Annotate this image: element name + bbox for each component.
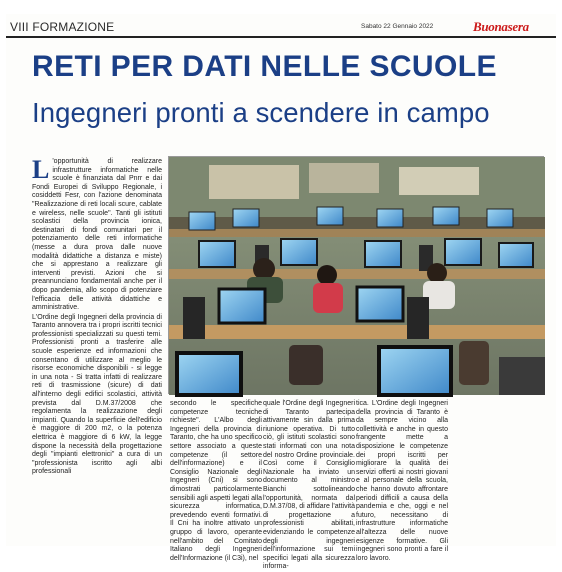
page-header: [6, 14, 556, 36]
article-column-3: quale l'Ordine degli Ingegneri di Taranto partecipa attivamente sin dalla prima riunione operativa. Di tutto ciò, gli istituti scolastici sono stati informati con una nota del nostro Ordine provinciale. Così come il Consiglio Nazionale ha inviato un documento al ministro Bianchi sottolineando l'opportunità, normata dal D.M.37/08, di affidare l'attività di progettazione a professionisti abilitati, evidenziando le competenze degli ingegneri dell'informazione sui temi specifici legati alla sicurezza informa-: [263, 400, 355, 571]
newspaper-page: [6, 14, 556, 571]
paragraph-2: L'Ordine degli Ingegneri della provincia di Taranto annovera tra i propri iscritti tecnici professionisti specializzati su questi temi. Professionisti pronti a trasferire alle scuole esperienze ed informazioni che consentano di utilizzare al meglio le risorse economiche disponibili - si legge in una nota - Si tratta infatti di realizzare reti di trasmissione (sicure) di dati all'interno degli edifici scolastici, attività prevista dal D.M.37/2008 che regolamenta la realizzazione degli impianti. Quando la superficie dell'edificio è maggiore di 200 m2, o la potenza elettrica è maggiore di 6 kW, la legge dispone la necessità della progettazione degli "impianti elettronici" a cura di un "professionista iscritto agli albi professionali: [32, 313, 162, 476]
classroom-photo: [168, 156, 544, 394]
article-subtitle: Ingegneri pronti a scendere in campo: [32, 97, 490, 128]
lead-paragraph: 'opportunità di realizzare infrastrutture informatiche nelle scuole è finanziata dal Pnrr e dai Fondi Europei di Sviluppo Regionale, i cosiddetti Fesr, con l'azione denominata "Realizzazione di reti locali scure, cablate e wireless, nelle scuole". Tanti gli istituti scolastici della provincia ionica, destinatari di fondi comunitari per il potenziamento delle reti informatiche (messe a dura prova dalle nuove modalità didattiche a distanza e miste) che si apprestano a realizzare gli interventi previsti. Azioni che si preannunciano fondamentali anche per il dopo pandemia, allo scopo di potenziare l'efficacia delle attività didattiche e amministrative.: [32, 158, 162, 312]
article-column-1: [32, 155, 162, 477]
article-column-4: tica. L'Ordine degli Ingegneri della provincia di Taranto è da sempre vicino alla collettività e anche in questo frangente mette a disposizione le competenze dei propri iscritti per migliorare la qualità dei servizi offerti ai nostri giovani e al personale della scuola, che hanno dovuto affrontare periodi difficili a causa della pandemia e che, oggi e nel futuro, necessitano di infrastrutture informatiche all'altezza delle nuove esigenze formative. Gli ingegneri sono pronti a fare il loro lavoro.: [356, 400, 448, 562]
classroom-image: [169, 157, 545, 395]
article-title: RETI PER DATI NELLE SCUOLE: [32, 50, 497, 83]
newspaper-logo: Buonasera: [473, 19, 529, 34]
drop-cap: L: [32, 155, 50, 184]
section-label: VIII FORMAZIONE: [10, 20, 115, 34]
header-rule: [6, 36, 556, 38]
article-column-2: secondo le specifiche competenze tecniche richieste". L'Albo degli Ingegneri della provincia di Taranto, che ha uno specifico settore associato a queste competenze (il settore dell'informazione) e il Consiglio Nazionale degli Ingegneri (Cni) si sono dimostrati particolarmente sensibili agli aspetti legati alla sicurezza informatica, prevedendo eventi formativi. Il Cni ha inoltre attivato un gruppo di lavoro, operante nell'ambito del Comitato Italiano degli Ingegneri dell'Informazione (il C3i), nel: [170, 400, 262, 562]
issue-date: Sabato 22 Gennaio 2022: [361, 23, 434, 30]
